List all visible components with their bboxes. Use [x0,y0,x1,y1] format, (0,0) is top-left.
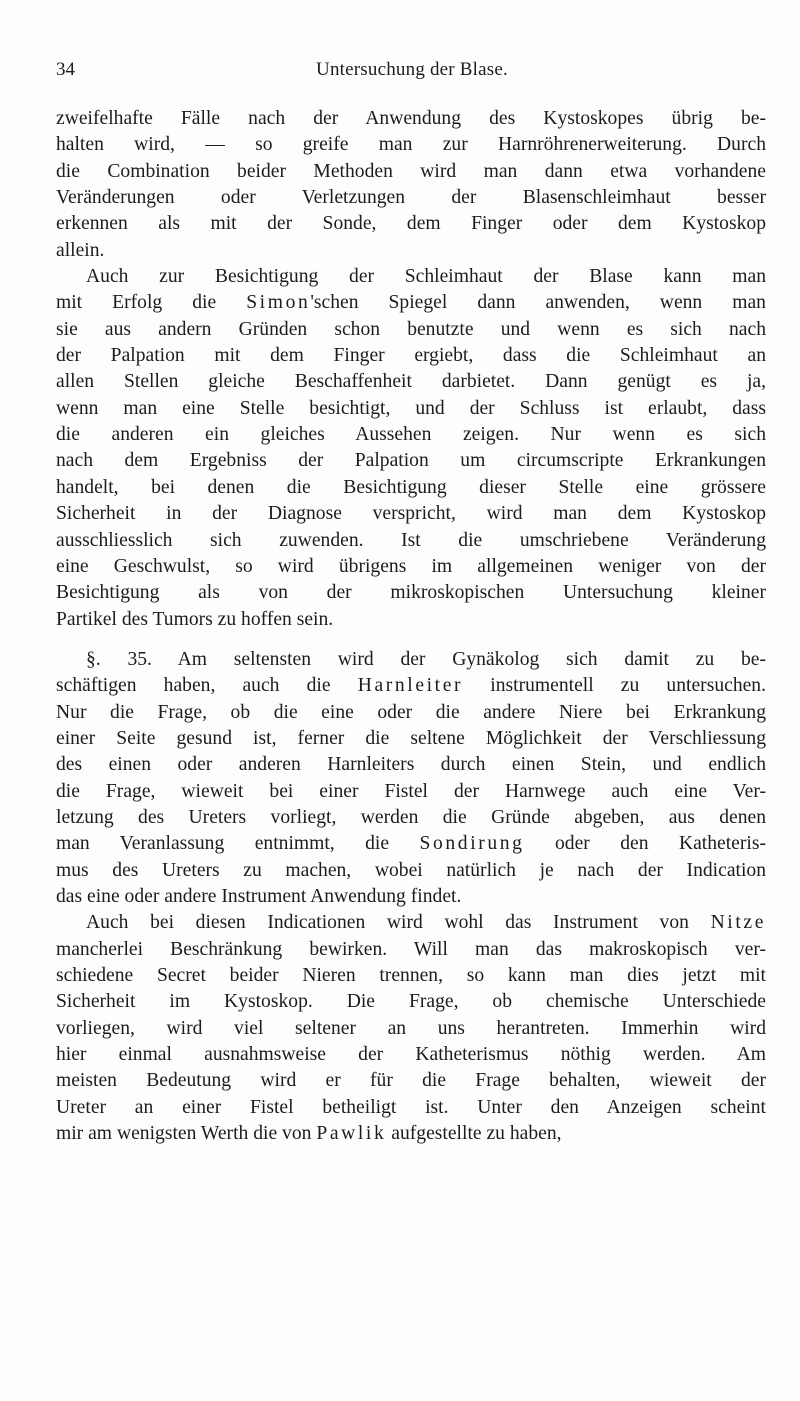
text-run: schiedene Secret beider Nieren trennen, so kann man dies jetzt mit [56,965,766,986]
text-run: hier einmal ausnahmsweise der Katheterismus nöthig werden. Am [56,1044,766,1066]
text-run: die Frage, wieweit bei einer Fistel der Harnwege auch eine Ver- [56,780,766,802]
page-number: 34 [56,59,75,80]
text-line [56,422,766,448]
text-line [56,211,766,237]
text-run: §. 35. Am seltensten wird der Gynäkolog sich damit zu be- [86,648,766,670]
text-run: Sicherheit in der Diagnose verspricht, wird man dem Kystoskop [56,503,766,525]
text-line [56,1016,766,1042]
paragraph [56,910,766,1147]
paragraph [56,647,766,910]
text-line [56,910,766,936]
text-run: sie aus andern Gründen schon benutzte und wenn es sich nach [56,318,766,340]
text-line [56,963,766,989]
text-run: schäftigen haben, auch die [56,675,358,697]
text-run: mus des Ureters zu machen, wobei natürlich je nach der Indication [56,859,766,881]
text-line [56,989,766,1015]
text-line [56,369,766,395]
text-line [56,884,766,910]
spaced-name: Harnleiter [357,675,464,697]
text-line [56,700,766,726]
text-line [56,1121,766,1147]
text-line [56,673,766,699]
text-run: Nur die Frage, ob die eine oder die andere Niere bei Erkrankung [56,701,766,723]
text-line [56,448,766,474]
text-run: aufgestellte zu haben, [386,1123,562,1145]
text-run: die Combination beider Methoden wird man dann etwa vorhandene [56,160,766,182]
text-run: eine Geschwulst, so wird übrigens im allgemeinen weniger von der [56,555,766,577]
text-run: handelt, bei denen die Besichtigung dieser Stelle eine grössere [56,476,766,498]
body-text [56,106,766,1147]
text-line [56,726,766,752]
text-run: halten wird, — so greife man zur Harnröhrenerweiterung. Durch [56,134,766,156]
text-line [56,607,766,633]
paragraph [56,264,766,633]
text-line [56,290,766,316]
text-line [56,343,766,369]
paragraph [56,106,766,264]
spaced-name: Pawlik [316,1123,387,1145]
text-run: des einen oder anderen Harnleiters durch einen Stein, und endlich [56,754,766,776]
text-line [56,554,766,580]
text-line [56,106,766,132]
spaced-name: Simon [246,292,311,314]
text-run: Partikel des Tumors zu hoffen sein. [56,608,334,630]
text-line [56,317,766,343]
text-line [56,805,766,831]
text-run: Veränderungen oder Verletzungen der Blasenschleimhaut besser [56,187,766,209]
spaced-name: Nitze [710,912,766,934]
text-run: instrumentell zu untersuchen. [463,675,767,697]
text-run: Besichtigung als von der mikroskopischen Untersuchung kleiner [56,582,766,604]
text-run: die anderen ein gleiches Aussehen zeigen. Nur wenn es sich [56,424,766,446]
text-line [56,475,766,501]
text-run: erkennen als mit der Sonde, dem Finger oder dem Kystoskop [56,213,766,235]
text-line [56,937,766,963]
text-line [56,858,766,884]
spaced-name: Sondirung [419,833,525,855]
text-run: mancherlei Beschränkung bewirken. Will man das makroskopisch ver- [56,938,766,960]
text-line [56,185,766,211]
text-line [56,580,766,606]
text-run: allein. [56,239,105,261]
text-run: Sicherheit im Kystoskop. Die Frage, ob chemische Unterschiede [56,991,766,1013]
text-line [56,159,766,185]
text-run: man Veranlassung entnimmt, die [56,833,420,855]
section-gap [56,633,766,647]
text-line [56,752,766,778]
text-run: zweifelhafte Fälle nach der Anwendung des Kystoskopes übrig be- [56,108,766,129]
text-run: mir am wenigsten Werth die von [56,1123,317,1145]
text-run: mit Erfolg die [56,292,247,314]
running-head-title: Untersuchung der Blase. [316,59,508,80]
text-run: wenn man eine Stelle besichtigt, und der Schluss ist erlaubt, dass [56,397,766,419]
text-line [56,1042,766,1068]
text-run: Ureter an einer Fistel betheiligt ist. Unter den Anzeigen scheint [56,1096,766,1118]
text-run: einer Seite gesund ist, ferner die seltene Möglichkeit der Verschliessung [56,727,766,749]
text-line [56,1095,766,1121]
text-line [56,132,766,158]
text-run: allen Stellen gleiche Beschaffenheit darbietet. Dann genügt es ja, [56,371,766,393]
text-line [56,501,766,527]
text-run: 'schen Spiegel dann anwenden, wenn man [310,292,766,314]
text-run: oder den Katheteris- [524,833,766,855]
text-line [56,528,766,554]
text-line [56,238,766,264]
text-line [56,396,766,422]
text-line [56,831,766,857]
running-head [56,58,768,82]
text-line [56,779,766,805]
text-run: vorliegen, wird viel seltener an uns herantreten. Immerhin wird [56,1017,766,1039]
text-run: letzung des Ureters vorliegt, werden die Gründe abgeben, aus denen [56,806,766,828]
text-line [56,1068,766,1094]
text-run: nach dem Ergebniss der Palpation um circumscripte Erkrankungen [56,450,766,472]
text-line [56,647,766,673]
text-run: das eine oder andere Instrument Anwendung findet. [56,885,462,907]
text-run: Auch bei diesen Indicationen wird wohl das Instrument von [86,912,711,934]
text-run: ausschliesslich sich zuwenden. Ist die umschriebene Veränderung [56,529,766,551]
text-run: Auch zur Besichtigung der Schleimhaut der Blase kann man [86,266,766,288]
text-run: der Palpation mit dem Finger ergiebt, dass die Schleimhaut an [56,345,766,367]
text-line [56,264,766,290]
text-run: meisten Bedeutung wird er für die Frage behalten, wieweit der [56,1070,766,1092]
